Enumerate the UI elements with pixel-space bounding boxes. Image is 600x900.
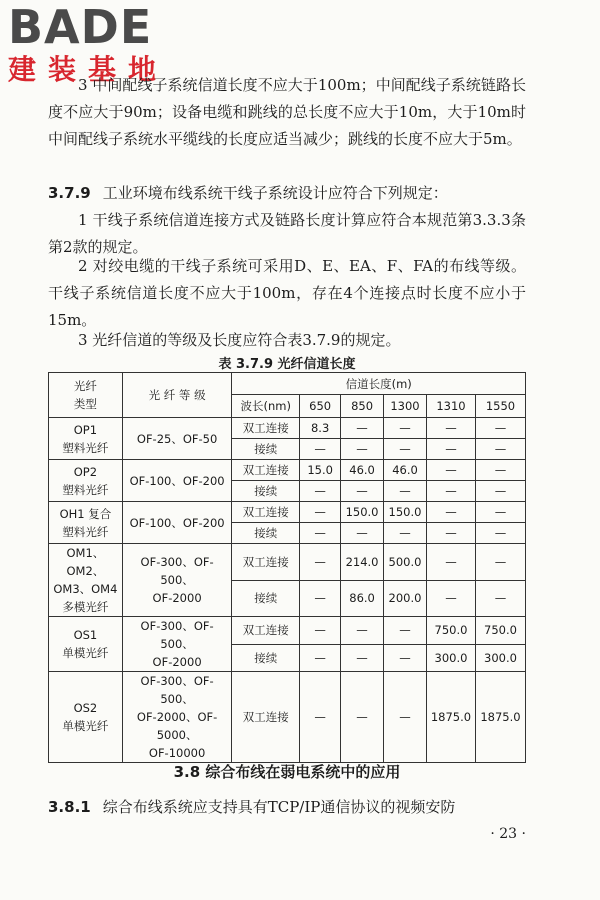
connection-type-cell: 接续 bbox=[232, 481, 300, 502]
length-value-cell: — bbox=[300, 502, 341, 523]
length-value-cell: — bbox=[384, 644, 427, 672]
connection-type-cell: 双工连接 bbox=[232, 502, 300, 523]
length-value-cell: 300.0 bbox=[426, 644, 475, 672]
clause-3-7-9 bbox=[48, 180, 526, 207]
length-value-cell: — bbox=[341, 617, 384, 645]
connection-type-cell: 双工连接 bbox=[232, 418, 300, 439]
connection-type-cell: 双工连接 bbox=[232, 544, 300, 581]
header-wavelength-value: 1550 bbox=[475, 395, 525, 418]
length-value-cell: — bbox=[300, 617, 341, 645]
length-value-cell: — bbox=[341, 672, 384, 763]
length-value-cell: — bbox=[300, 439, 341, 460]
table-row bbox=[49, 502, 526, 523]
length-value-cell: — bbox=[475, 502, 525, 523]
length-value-cell: — bbox=[384, 481, 427, 502]
length-value-cell: 46.0 bbox=[384, 460, 427, 481]
clause-text: 综合布线系统应支持具有TCP/IP通信协议的视频安防 bbox=[102, 798, 456, 816]
header-wavelength-value: 1310 bbox=[426, 395, 475, 418]
length-value-cell: 200.0 bbox=[384, 580, 427, 617]
header-wavelength-value: 1300 bbox=[384, 395, 427, 418]
fiber-type-cell: OP2 塑料光纤 bbox=[49, 460, 123, 502]
length-value-cell: 1875.0 bbox=[475, 672, 525, 763]
clause-number: 3.7.9 bbox=[48, 184, 91, 202]
length-value-cell: — bbox=[300, 580, 341, 617]
length-value-cell: — bbox=[300, 481, 341, 502]
item-3: 3 光纤信道的等级及长度应符合表3.7.9的规定。 bbox=[78, 331, 401, 349]
length-value-cell: — bbox=[426, 544, 475, 581]
logo-chinese-text: 建装基地 bbox=[8, 53, 169, 86]
fiber-grade-cell: OF-300、OF-500、 OF-2000 bbox=[122, 544, 232, 617]
length-value-cell: — bbox=[426, 481, 475, 502]
length-value-cell: 1875.0 bbox=[426, 672, 475, 763]
connection-type-cell: 双工连接 bbox=[232, 617, 300, 645]
connection-type-cell: 接续 bbox=[232, 439, 300, 460]
length-value-cell: — bbox=[475, 418, 525, 439]
header-channel-length: 信道长度(m) bbox=[232, 373, 526, 395]
fiber-type-cell: OH1 复合 塑料光纤 bbox=[49, 502, 123, 544]
length-value-cell: — bbox=[341, 523, 384, 544]
length-value-cell: — bbox=[475, 481, 525, 502]
item3-previous-clause: 3 中间配线子系统信道长度不应大于100m；中间配线子系统链路长度不应大于90m；设备电缆和跳线的总长度不应大于10m，大于10m时中间配线子系统水平缆线的长度应适当减少；跳线的长度不应大于5m。 bbox=[48, 76, 526, 148]
fiber-type-cell: OS1 单模光纤 bbox=[49, 617, 123, 672]
length-value-cell: — bbox=[341, 481, 384, 502]
length-value-cell: — bbox=[475, 580, 525, 617]
table-row bbox=[49, 418, 526, 439]
connection-type-cell: 双工连接 bbox=[232, 460, 300, 481]
length-value-cell: — bbox=[384, 439, 427, 460]
length-value-cell: — bbox=[341, 644, 384, 672]
header-wavelength-value: 650 bbox=[300, 395, 341, 418]
length-value-cell: 750.0 bbox=[426, 617, 475, 645]
header-fiber-grade: 光 纤 等 级 bbox=[122, 373, 232, 418]
length-value-cell: — bbox=[384, 523, 427, 544]
clause-text: 工业环境布线系统干线子系统设计应符合下列规定： bbox=[102, 184, 448, 202]
connection-type-cell: 接续 bbox=[232, 644, 300, 672]
connection-type-cell: 接续 bbox=[232, 580, 300, 617]
length-value-cell: — bbox=[426, 460, 475, 481]
length-value-cell: 300.0 bbox=[475, 644, 525, 672]
length-value-cell: — bbox=[426, 418, 475, 439]
length-value-cell: 214.0 bbox=[341, 544, 384, 581]
length-value-cell: 150.0 bbox=[384, 502, 427, 523]
table-row bbox=[49, 617, 526, 645]
clause-3-8-1 bbox=[48, 794, 526, 821]
fiber-grade-cell: OF-300、OF-500、 OF-2000、OF-5000、 OF-10000 bbox=[122, 672, 232, 763]
length-value-cell: 86.0 bbox=[341, 580, 384, 617]
item-1: 1 干线子系统信道连接方式及链路长度计算应符合本规范第3.3.3条第2款的规定。 bbox=[48, 211, 526, 256]
length-value-cell: — bbox=[475, 460, 525, 481]
connection-type-cell: 双工连接 bbox=[232, 672, 300, 763]
length-value-cell: — bbox=[475, 439, 525, 460]
header-wavelength: 波长(nm) bbox=[232, 395, 300, 418]
item-2: 2 对绞电缆的干线子系统可采用D、E、EA、F、FA的布线等级。干线子系统信道长度不应大于100m，存在4个连接点时长度不应小于15m。 bbox=[48, 257, 526, 329]
length-value-cell: 46.0 bbox=[341, 460, 384, 481]
length-value-cell: — bbox=[426, 523, 475, 544]
length-value-cell: 500.0 bbox=[384, 544, 427, 581]
length-value-cell: 8.3 bbox=[300, 418, 341, 439]
length-value-cell: — bbox=[341, 439, 384, 460]
logo-wordmark: BADE bbox=[8, 0, 153, 54]
header-fiber-type: 光纤 类型 bbox=[49, 373, 123, 418]
length-value-cell: — bbox=[426, 502, 475, 523]
length-value-cell: — bbox=[475, 523, 525, 544]
table-row bbox=[49, 672, 526, 763]
fiber-type-cell: OS2 单模光纤 bbox=[49, 672, 123, 763]
length-value-cell: — bbox=[475, 544, 525, 581]
fiber-grade-cell: OF-300、OF-500、 OF-2000 bbox=[122, 617, 232, 672]
fiber-grade-cell: OF-100、OF-200 bbox=[122, 502, 232, 544]
fiber-channel-length-table bbox=[48, 372, 526, 763]
connection-type-cell: 接续 bbox=[232, 523, 300, 544]
fiber-grade-cell: OF-100、OF-200 bbox=[122, 460, 232, 502]
fiber-type-cell: OM1、OM2、 OM3、OM4 多模光纤 bbox=[49, 544, 123, 617]
table-row bbox=[49, 460, 526, 481]
length-value-cell: — bbox=[300, 672, 341, 763]
length-value-cell: — bbox=[300, 523, 341, 544]
section-3-8-title: 3.8 综合布线在弱电系统中的应用 bbox=[173, 763, 401, 781]
length-value-cell: — bbox=[384, 418, 427, 439]
fiber-type-cell: OP1 塑料光纤 bbox=[49, 418, 123, 460]
length-value-cell: — bbox=[426, 439, 475, 460]
table-caption: 表 3.7.9 光纤信道长度 bbox=[218, 357, 356, 372]
length-value-cell: — bbox=[300, 644, 341, 672]
length-value-cell: — bbox=[341, 418, 384, 439]
header-wavelength-value: 850 bbox=[341, 395, 384, 418]
length-value-cell: 15.0 bbox=[300, 460, 341, 481]
fiber-grade-cell: OF-25、OF-50 bbox=[122, 418, 232, 460]
clause-number: 3.8.1 bbox=[48, 798, 91, 816]
length-value-cell: — bbox=[300, 544, 341, 581]
length-value-cell: 150.0 bbox=[341, 502, 384, 523]
table-row bbox=[49, 544, 526, 581]
length-value-cell: 750.0 bbox=[475, 617, 525, 645]
length-value-cell: — bbox=[384, 672, 427, 763]
page-number: · 23 · bbox=[490, 826, 526, 842]
length-value-cell: — bbox=[426, 580, 475, 617]
length-value-cell: — bbox=[384, 617, 427, 645]
